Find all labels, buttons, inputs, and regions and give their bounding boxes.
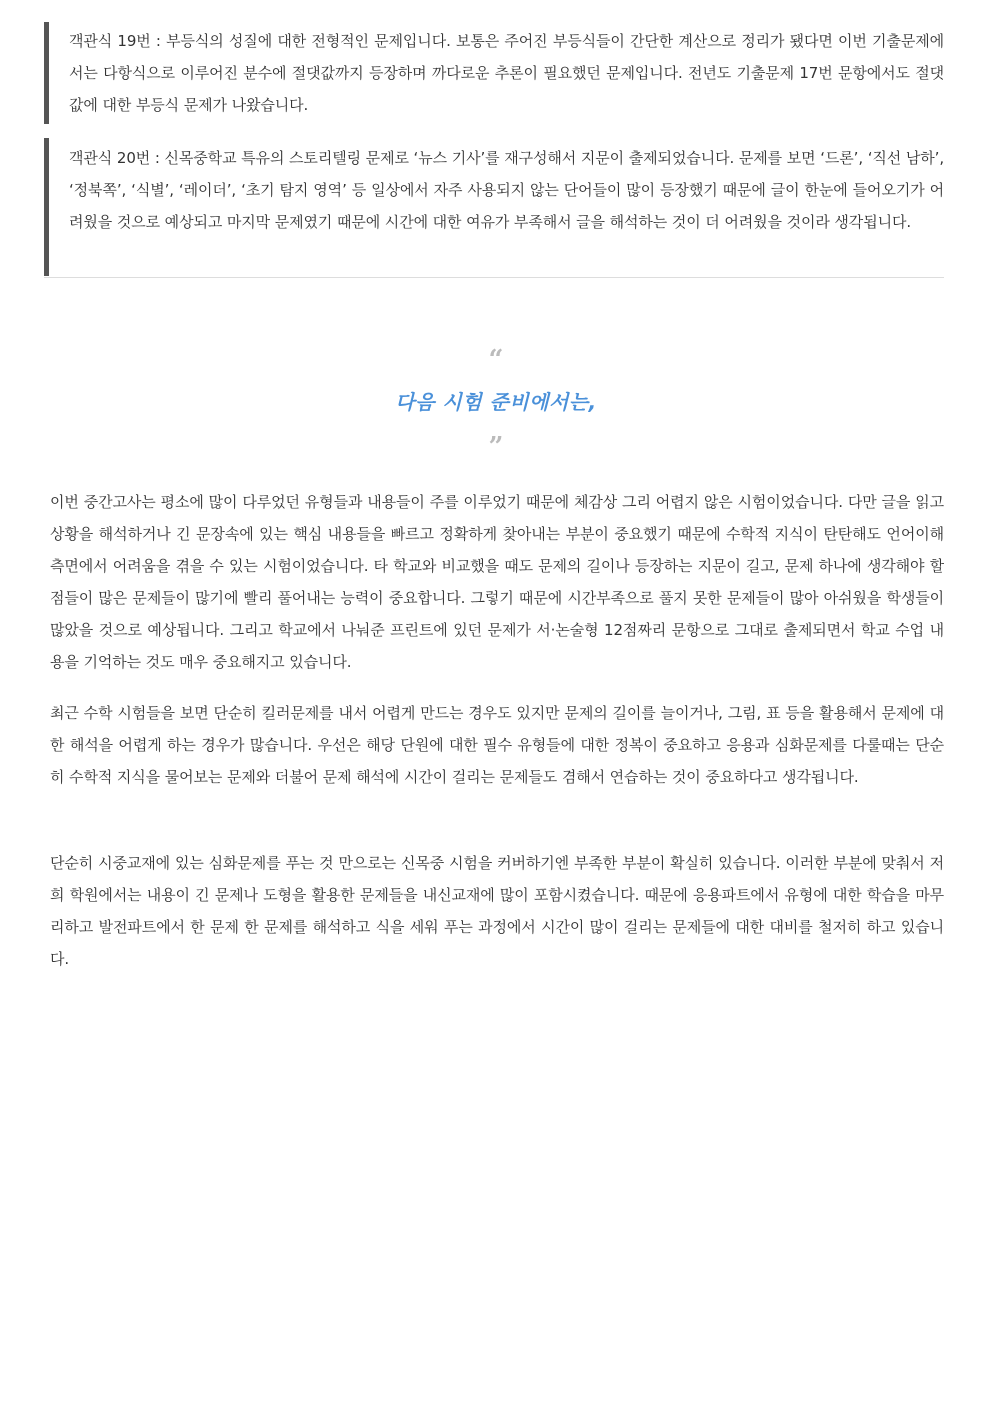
question-19-review-text: 객관식 19번 : 부등식의 성질에 대한 전형적인 문제입니다. 보통은 주어진 부등식들이 간단한 계산으로 정리가 됐다면 이번 기출문제에서는 다항식으로 이루어진 분수에 절댓값까지 등장하며 까다로운 추론이 필요했던 문제입니다. 전년도 기출문제 17번 문항에서도 절댓값에 대한 부등식 문제가 나왔습니다. [69,32,944,114]
close-quote-mark: ” [488,432,504,462]
paragraph-exam-summary: 이번 중간고사는 평소에 많이 다루었던 유형들과 내용들이 주를 이루었기 때문에 체감상 그리 어렵지 않은 시험이었습니다. 다만 글을 읽고 상황을 해석하거나 긴 문장속에 있는 핵심 내용들을 빠르고 정확하게 찾아내는 부분이 중요했기 때문에 수학적 지식이 탄탄해도 언어이해 측면에서 어려움을 겪을 수 있는 시험이었습니다. 타 학교와 비교했을 때도 문제의 길이나 등장하는 지문이 길고, 문제 하나에 생각해야 할 점들이 많은 문제들이 많기에 빨리 풀어내는 능력이 중요합니다. 그렇기 때문에 시간부족으로 풀지 못한 문제들이 많아 아쉬웠을 학생들이 많았을 것으로 예상됩니다. 그리고 학교에서 나눠준 프린트에 있던 문제가 서·논술형 12점짜리 문항으로 그대로 출제되면서 학교 수업 내용을 기억하는 것도 매우 중요해지고 있습니다. [50,493,944,671]
paragraph-academy-preparation: 단순히 시중교재에 있는 심화문제를 푸는 것 만으로는 신목중 시험을 커버하기엔 부족한 부분이 확실히 있습니다. 이러한 부분에 맞춰서 저희 학원에서는 내용이 긴 문제나 도형을 활용한 문제들을 내신교재에 많이 포함시켰습니다. 때문에 응용파트에서 유형에 대한 학습을 마무리하고 발전파트에서 한 문제 한 문제를 해석하고 식을 세워 푸는 과정에서 시간이 많이 걸리는 문제들에 대한 대비를 철저히 하고 있습니다. [50,854,944,968]
question-20-review-text: 객관식 20번 : 신목중학교 특유의 스토리텔링 문제로 ‘뉴스 기사’를 재구성해서 지문이 출제되었습니다. 문제를 보면 ‘드론’, ‘직선 남하’, ‘정북쪽’, ‘식별’, ‘레이더’, ‘초기 탐지 영역’ 등 일상에서 자주 사용되지 않는 단어들이 많이 등장했기 때문에 글이 한눈에 들어오기가 어려웠을 것으로 예상되고 마지막 문제였기 때문에 시간에 대한 여유가 부족해서 글을 해석하는 것이 더 어려웠을 것이라 생각됩니다. [69,149,944,231]
paragraph-recent-trends: 최근 수학 시험들을 보면 단순히 킬러문제를 내서 어렵게 만드는 경우도 있지만 문제의 길이를 늘이거나, 그림, 표 등을 활용해서 문제에 대한 해석을 어렵게 하는 경우가 많습니다. 우선은 해당 단원에 대한 필수 유형들에 대한 정복이 중요하고 응용과 심화문제를 다룰때는 단순히 수학적 지식을 물어보는 문제와 더불어 문제 해석에 시간이 걸리는 문제들도 겸해서 연습하는 것이 중요하다고 생각됩니다. [50,704,944,786]
section-heading: 다음 시험 준비에서는, [395,390,597,414]
open-quote-mark: “ [488,345,504,375]
review-block-question-19 [44,22,944,124]
review-block-question-20 [44,138,944,276]
section-divider [44,277,944,278]
